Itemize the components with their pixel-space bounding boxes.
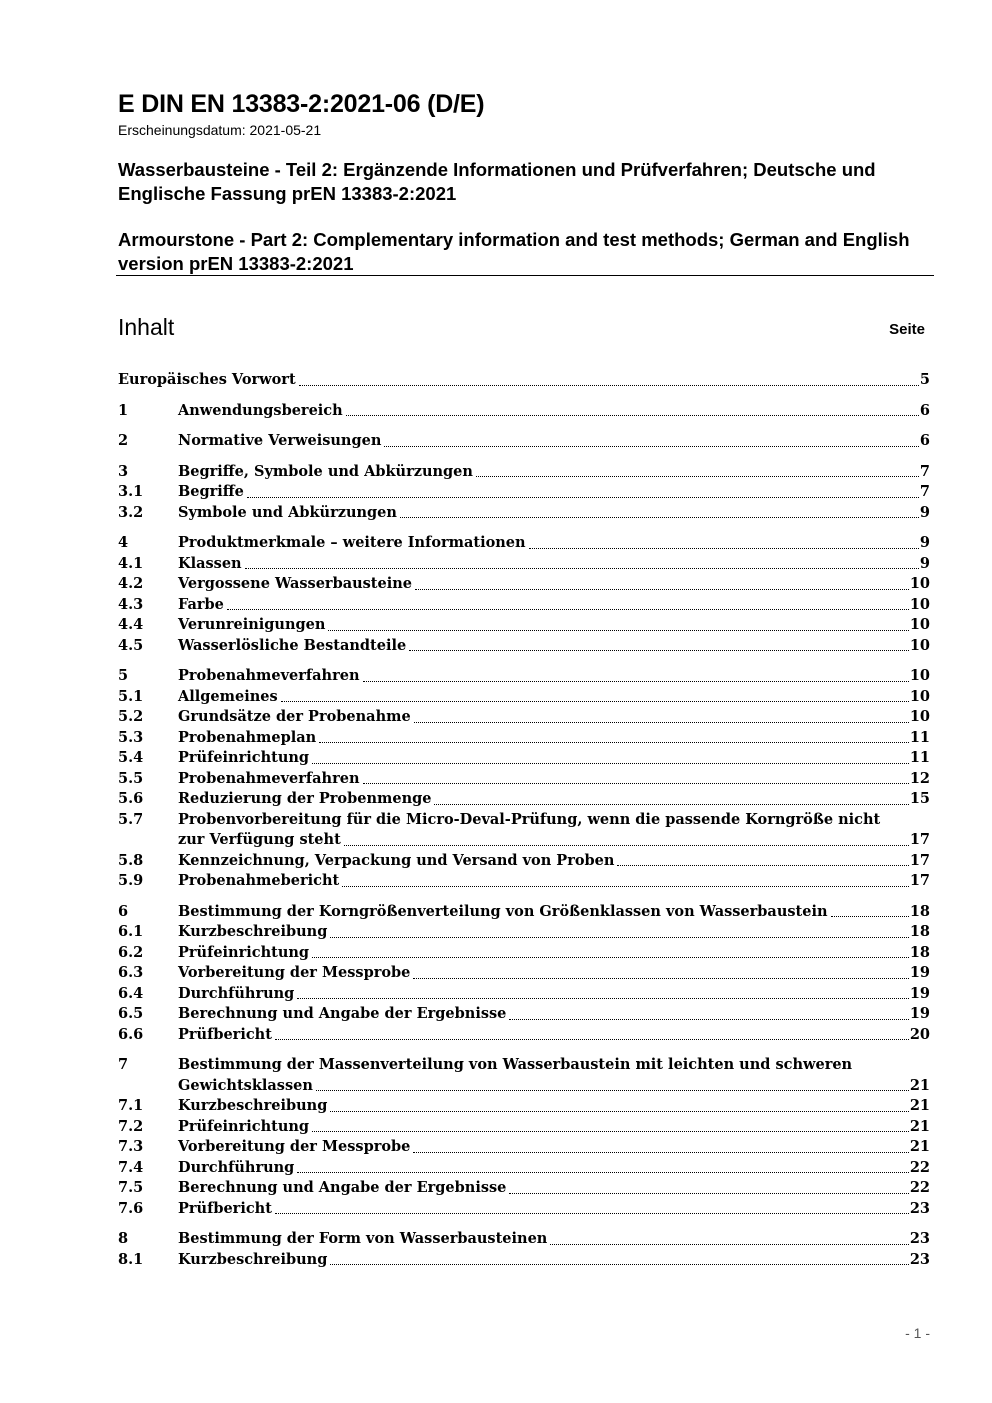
- toc-dot-leader: [529, 548, 919, 549]
- toc-entry-page: 20: [909, 1025, 930, 1043]
- toc-entry-title: Probenahmeverfahren: [178, 769, 360, 787]
- toc-entry-number: 7.2: [118, 1117, 144, 1135]
- publication-date: Erscheinungsdatum: 2021-05-21: [118, 122, 322, 138]
- toc-dot-leader: [297, 1172, 909, 1173]
- toc-entry-page: 9: [919, 534, 930, 551]
- toc-entry-number: 6.1: [118, 923, 144, 940]
- toc-entry-number: 6.5: [118, 1005, 144, 1022]
- toc-entry-number: 5.7: [118, 810, 144, 828]
- toc-entry-number: 8: [118, 1230, 129, 1247]
- toc-entry-title: Probenvorbereitung für die Micro-Deval-Prüfung, wenn die passende Korngröße nicht: [178, 810, 881, 828]
- toc-entry-title: Kurzbeschreibung: [178, 1097, 328, 1114]
- toc-dot-leader: [247, 497, 919, 498]
- toc-entry[interactable]: [118, 462, 930, 483]
- toc-entry[interactable]: [118, 1178, 930, 1199]
- toc-dot-leader: [330, 1111, 908, 1112]
- toc-entry-number: 4.5: [118, 636, 144, 654]
- toc-entry-number: 5.4: [118, 749, 144, 766]
- toc-dot-leader: [297, 998, 909, 999]
- toc-entry-title: Grundsätze der Probenahme: [178, 708, 411, 725]
- toc-entry-page: 6: [919, 401, 930, 419]
- toc-entry-number: 6.4: [118, 984, 144, 1002]
- toc-entry-number: 5.2: [118, 708, 144, 725]
- toc-dot-leader: [384, 446, 919, 447]
- toc-entry-number: 3.1: [118, 483, 144, 500]
- toc-dot-leader: [831, 916, 909, 917]
- toc-entry-number: 3.2: [118, 503, 144, 521]
- toc-entry-number: 5.6: [118, 790, 144, 807]
- toc-entry-page: 7: [919, 483, 930, 500]
- toc-heading: Inhalt: [118, 314, 175, 340]
- toc-entry-title: Begriffe, Symbole und Abkürzungen: [178, 462, 473, 480]
- toc-dot-leader: [434, 804, 908, 805]
- toc-entry-number: 6.6: [118, 1025, 144, 1043]
- toc-entry-title: Reduzierung der Probenmenge: [178, 790, 432, 807]
- toc-entry-title: Bestimmung der Form von Wasserbausteinen: [178, 1230, 548, 1247]
- toc-dot-leader: [312, 957, 909, 958]
- toc-entry[interactable]: [118, 769, 930, 790]
- toc-entry-title: Bestimmung der Massenverteilung von Wasserbaustein mit leichten und schweren: [178, 1056, 853, 1073]
- toc-dot-leader: [509, 1193, 908, 1194]
- toc-entry-title: Probenahmeverfahren: [178, 667, 360, 684]
- toc-entry-title: Probenahmebericht: [178, 872, 340, 889]
- toc-dot-leader: [509, 1019, 908, 1020]
- toc-entry-page: 17: [909, 872, 930, 889]
- toc-entry[interactable]: [118, 595, 930, 616]
- toc-entry-page: 10: [909, 595, 930, 613]
- toc-entry[interactable]: [118, 1199, 930, 1220]
- toc-entry[interactable]: [118, 687, 930, 708]
- toc-entry-page: 10: [909, 616, 930, 633]
- toc-entry-number: 3: [118, 462, 129, 480]
- toc-entry-page: 17: [909, 851, 930, 869]
- toc-entry[interactable]: [118, 943, 930, 964]
- toc-entry-title: Verunreinigungen: [178, 616, 326, 633]
- toc-entry-number: 5.3: [118, 728, 144, 746]
- toc-entry-number: 7.1: [118, 1097, 144, 1114]
- toc-entry-page: 5: [919, 371, 930, 388]
- toc-entry[interactable]: [118, 615, 930, 636]
- toc-entry[interactable]: [118, 789, 930, 810]
- toc-entry[interactable]: [118, 851, 930, 872]
- toc-entry[interactable]: [118, 1004, 930, 1025]
- toc-entry-title: Kurzbeschreibung: [178, 923, 328, 940]
- toc-entry-page: 10: [909, 687, 930, 705]
- toc-dot-leader: [330, 937, 908, 938]
- toc-entry-title: Europäisches Vorwort: [118, 371, 296, 388]
- toc-entry-page: 18: [909, 923, 930, 940]
- toc-entry-title-continued: zur Verfügung steht: [178, 831, 341, 848]
- toc-dot-leader: [413, 978, 908, 979]
- toc-page-column-label: Seite: [889, 321, 925, 338]
- toc-entry-number: 7: [118, 1056, 129, 1073]
- toc-entry-page: 19: [909, 984, 930, 1002]
- toc-entry-page: 18: [909, 902, 930, 920]
- toc-entry-number: 1: [118, 401, 129, 419]
- toc-entry-title: Begriffe: [178, 483, 244, 500]
- toc-entry-title: Berechnung und Angabe der Ergebnisse: [178, 1005, 507, 1022]
- toc-entry[interactable]: [118, 963, 930, 984]
- toc-entry-page: 21: [909, 1076, 930, 1094]
- toc-entry-number: 6.2: [118, 943, 144, 961]
- toc-dot-leader: [316, 1090, 909, 1091]
- toc-entry-title: Wasserlösliche Bestandteile: [178, 636, 407, 654]
- toc-entry-number: 4.3: [118, 595, 144, 613]
- title-german: Wasserbausteine - Teil 2: Ergänzende Informationen und Prüfverfahren; Deutsche und Englische Fassung prEN 13383-2:2021: [118, 159, 876, 204]
- toc-entry-number: 8.1: [118, 1250, 144, 1268]
- toc-entry[interactable]: [118, 1250, 930, 1271]
- toc-entry-page: 11: [909, 728, 930, 746]
- toc-entry-title: Prüfbericht: [178, 1025, 272, 1043]
- toc-entry[interactable]: [118, 533, 930, 554]
- toc-entry-page: 22: [909, 1179, 930, 1196]
- toc-dot-leader: [330, 1264, 908, 1265]
- toc-entry-page: 22: [909, 1158, 930, 1176]
- document-id: E DIN EN 13383-2:2021-06 (D/E): [118, 90, 485, 118]
- table-of-contents: [118, 370, 930, 1270]
- toc-dot-leader: [476, 476, 919, 477]
- toc-entry-page: 23: [909, 1250, 930, 1268]
- toc-dot-leader: [344, 845, 909, 846]
- toc-dot-leader: [409, 650, 909, 651]
- toc-entry-page: 10: [909, 575, 930, 592]
- toc-entry-page: 23: [909, 1230, 930, 1247]
- toc-entry-title: Durchführung: [178, 984, 295, 1002]
- toc-dot-leader: [363, 783, 909, 784]
- toc-entry-page: 15: [909, 790, 930, 807]
- toc-entry-title: Probenahmeplan: [178, 728, 317, 746]
- toc-entry-number: 4: [118, 534, 129, 551]
- toc-entry-title: Vorbereitung der Messprobe: [178, 1138, 411, 1155]
- toc-entry-title: Prüfeinrichtung: [178, 943, 310, 961]
- toc-entry-number: 6.3: [118, 964, 144, 981]
- toc-entry-title: Kennzeichnung, Verpackung und Versand von Proben: [178, 851, 615, 869]
- title-english: Armourstone - Part 2: Complementary information and test methods; German and English version prEN 13383-2:2021: [118, 229, 910, 274]
- toc-entry-page: 10: [909, 636, 930, 654]
- toc-dot-leader: [275, 1213, 909, 1214]
- toc-dot-leader: [245, 568, 919, 569]
- toc-entry[interactable]: [118, 482, 930, 503]
- toc-dot-leader: [312, 763, 909, 764]
- toc-entry-title: Symbole und Abkürzungen: [178, 503, 397, 521]
- toc-entry-page: 10: [909, 667, 930, 684]
- toc-entry[interactable]: [118, 748, 930, 769]
- toc-entry[interactable]: [118, 984, 930, 1005]
- toc-dot-leader: [342, 886, 909, 887]
- toc-entry[interactable]: [118, 554, 930, 575]
- toc-entry-page: 19: [909, 964, 930, 981]
- toc-dot-leader: [617, 865, 908, 866]
- toc-entry-title: Prüfeinrichtung: [178, 749, 310, 766]
- toc-entry-page: 18: [909, 943, 930, 961]
- toc-entry-number: 4.1: [118, 554, 144, 572]
- toc-entry[interactable]: [118, 1025, 930, 1046]
- toc-entry-page: 21: [909, 1138, 930, 1155]
- toc-dot-leader: [550, 1244, 908, 1245]
- toc-entry-page: 12: [909, 769, 930, 787]
- toc-entry-page: 6: [919, 432, 930, 449]
- toc-entry[interactable]: [118, 574, 930, 595]
- toc-entry-page: 10: [909, 708, 930, 725]
- toc-dot-leader: [328, 630, 908, 631]
- toc-entry-title: Farbe: [178, 595, 224, 613]
- toc-entry[interactable]: [118, 666, 930, 687]
- toc-entry[interactable]: [118, 902, 930, 923]
- toc-entry-number: 5.8: [118, 851, 144, 869]
- toc-entry-page: 11: [909, 749, 930, 766]
- toc-entry-page: 21: [909, 1117, 930, 1135]
- toc-entry-title: Prüfbericht: [178, 1199, 272, 1217]
- toc-entry-title: Bestimmung der Korngrößenverteilung von Größenklassen von Wasserbaustein: [178, 902, 828, 920]
- toc-dot-leader: [400, 517, 919, 518]
- toc-entry[interactable]: [118, 707, 930, 728]
- toc-dot-leader: [346, 415, 919, 416]
- toc-entry[interactable]: [118, 636, 930, 657]
- toc-entry-page: 9: [919, 503, 930, 521]
- header-divider: [116, 275, 934, 276]
- toc-entry-title-continued: Gewichtsklassen: [178, 1076, 313, 1094]
- toc-entry-title: Prüfeinrichtung: [178, 1117, 310, 1135]
- toc-entry-number: 6: [118, 902, 129, 920]
- toc-dot-leader: [415, 589, 909, 590]
- toc-entry-page: 9: [919, 554, 930, 572]
- toc-entry-number: 5.1: [118, 687, 144, 705]
- toc-entry-title: Berechnung und Angabe der Ergebnisse: [178, 1179, 507, 1196]
- toc-entry-number: 5.5: [118, 769, 144, 787]
- toc-entry-page: 21: [909, 1097, 930, 1114]
- toc-entry-page: 23: [909, 1199, 930, 1217]
- toc-entry[interactable]: [118, 1229, 930, 1250]
- toc-entry-number: 2: [118, 432, 129, 449]
- toc-entry-number: 7.3: [118, 1138, 144, 1155]
- toc-entry[interactable]: [118, 1096, 930, 1117]
- toc-dot-leader: [363, 681, 909, 682]
- toc-entry-number: 7.4: [118, 1158, 144, 1176]
- toc-entry-number: 5: [118, 667, 129, 684]
- toc-entry-title: Vorbereitung der Messprobe: [178, 964, 411, 981]
- toc-entry[interactable]: [118, 1117, 930, 1138]
- toc-entry[interactable]: [118, 431, 930, 452]
- toc-entry-number: 7.5: [118, 1179, 144, 1196]
- toc-entry[interactable]: [118, 922, 930, 943]
- toc-entry[interactable]: [118, 1055, 930, 1096]
- toc-entry[interactable]: [118, 728, 930, 749]
- toc-entry-title: Durchführung: [178, 1158, 295, 1176]
- toc-dot-leader: [319, 742, 909, 743]
- toc-entry-number: 4.2: [118, 575, 144, 592]
- toc-entry-page: 7: [919, 462, 930, 480]
- toc-entry-number: 4.4: [118, 616, 144, 633]
- toc-entry-title: Kurzbeschreibung: [178, 1250, 328, 1268]
- toc-entry[interactable]: [118, 401, 930, 422]
- toc-entry-title: Klassen: [178, 554, 242, 572]
- toc-entry-title: Normative Verweisungen: [178, 432, 382, 449]
- toc-entry-page: 19: [909, 1005, 930, 1022]
- toc-entry[interactable]: [118, 503, 930, 524]
- toc-dot-leader: [413, 1152, 908, 1153]
- toc-entry-page: 17: [909, 831, 930, 848]
- toc-dot-leader: [312, 1131, 909, 1132]
- toc-entry-title: Produktmerkmale – weitere Informationen: [178, 534, 526, 551]
- toc-entry-number: 5.9: [118, 872, 144, 889]
- toc-entry[interactable]: [118, 1158, 930, 1179]
- page-number: - 1 -: [905, 1325, 930, 1341]
- toc-entry[interactable]: [118, 871, 930, 892]
- toc-dot-leader: [414, 722, 909, 723]
- toc-entry[interactable]: [118, 1137, 930, 1158]
- toc-entry-title: Anwendungsbereich: [178, 401, 343, 419]
- toc-entry-number: 7.6: [118, 1199, 144, 1217]
- toc-entry-title: Vergossene Wasserbausteine: [178, 575, 413, 592]
- toc-entry-title: Allgemeines: [178, 687, 278, 705]
- toc-entry[interactable]: [118, 370, 930, 391]
- toc-entry[interactable]: [118, 810, 930, 851]
- toc-dot-leader: [281, 701, 909, 702]
- toc-dot-leader: [299, 385, 919, 386]
- toc-dot-leader: [227, 609, 909, 610]
- toc-dot-leader: [275, 1039, 909, 1040]
